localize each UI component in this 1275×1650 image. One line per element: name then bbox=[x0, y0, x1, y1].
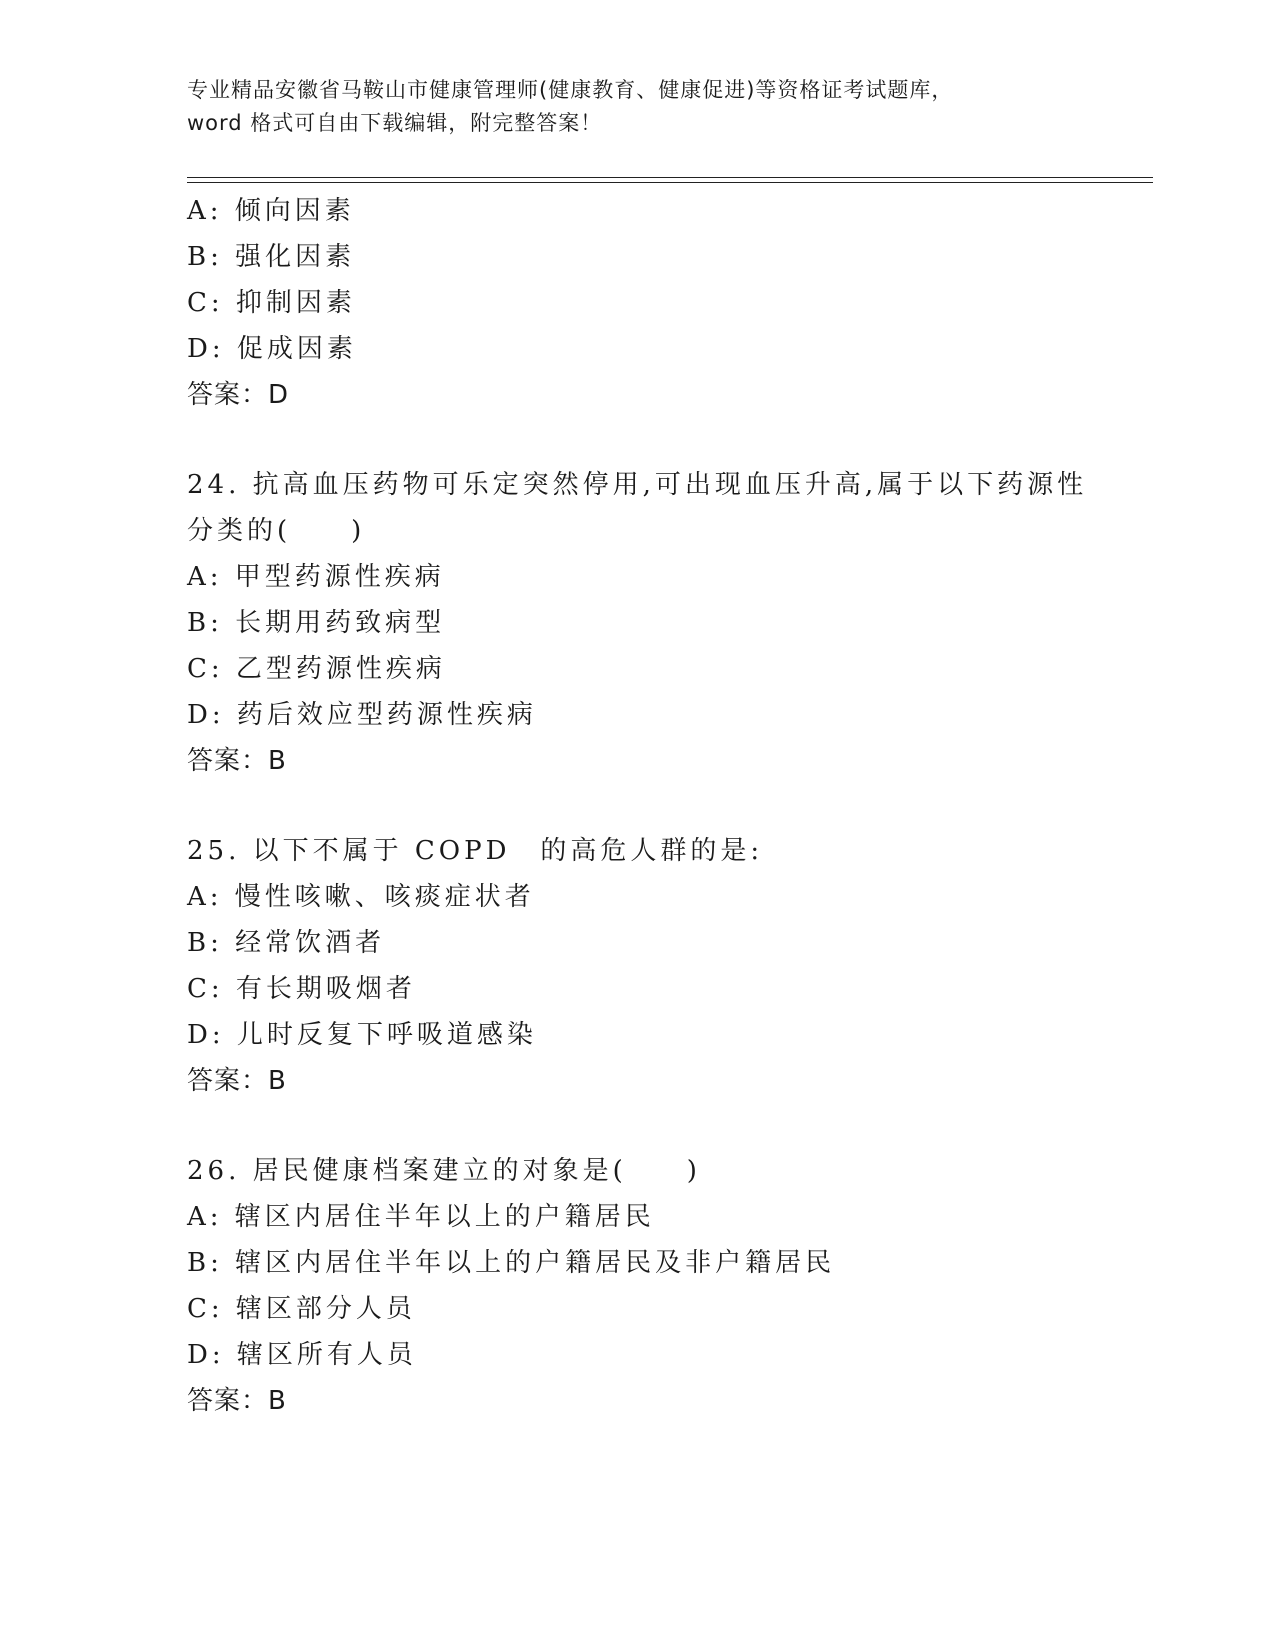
option-b: B: 经常饮酒者 bbox=[187, 928, 386, 958]
answer: 答案：B bbox=[187, 1386, 287, 1416]
option-d: D: 辖区所有人员 bbox=[187, 1340, 417, 1370]
document-header bbox=[187, 74, 1087, 140]
option-c: C: 有长期吸烟者 bbox=[187, 974, 416, 1004]
option-d: D: 促成因素 bbox=[187, 334, 357, 364]
question-title-line-1: 26. 居民健康档案建立的对象是( ) bbox=[187, 1156, 701, 1186]
question-title-line-1: 24. 抗高血压药物可乐定突然停用,可出现血压升高,属于以下药源性 bbox=[187, 470, 1088, 500]
option-b: B: 长期用药致病型 bbox=[187, 608, 446, 638]
question-25 bbox=[187, 828, 1153, 1104]
option-a: A: 倾向因素 bbox=[187, 196, 355, 226]
option-a: A: 慢性咳嗽、咳痰症状者 bbox=[187, 882, 535, 912]
answer: 答案：B bbox=[187, 1066, 287, 1096]
option-c: C: 乙型药源性疾病 bbox=[187, 654, 446, 684]
option-d: D: 儿时反复下呼吸道感染 bbox=[187, 1020, 537, 1050]
question-title-line-1: 25. 以下不属于 COPD 的高危人群的是: bbox=[187, 836, 764, 866]
option-b: B: 辖区内居住半年以上的户籍居民及非户籍居民 bbox=[187, 1248, 836, 1278]
question-26 bbox=[187, 1148, 1153, 1424]
answer: 答案：B bbox=[187, 746, 287, 776]
option-c: C: 辖区部分人员 bbox=[187, 1294, 416, 1324]
question-list bbox=[187, 188, 1153, 1424]
option-a: A: 辖区内居住半年以上的户籍居民 bbox=[187, 1202, 655, 1232]
header-divider-bottom bbox=[187, 182, 1153, 183]
spacer bbox=[187, 1104, 1153, 1148]
option-b: B: 强化因素 bbox=[187, 242, 356, 272]
question-23 bbox=[187, 188, 1153, 418]
header-line-1: 专业精品安徽省马鞍山市健康管理师(健康教育、健康促进)等资格证考试题库， bbox=[187, 78, 954, 102]
header-line-2: word 格式可自由下载编辑，附完整答案！ bbox=[187, 111, 603, 135]
question-24 bbox=[187, 462, 1153, 784]
answer: 答案：D bbox=[187, 380, 290, 410]
option-d: D: 药后效应型药源性疾病 bbox=[187, 700, 537, 730]
option-c: C: 抑制因素 bbox=[187, 288, 356, 318]
question-title-line-2: 分类的( ) bbox=[187, 516, 366, 546]
spacer bbox=[187, 418, 1153, 462]
option-a: A: 甲型药源性疾病 bbox=[187, 562, 445, 592]
spacer bbox=[187, 784, 1153, 828]
header-divider-top bbox=[187, 177, 1153, 178]
